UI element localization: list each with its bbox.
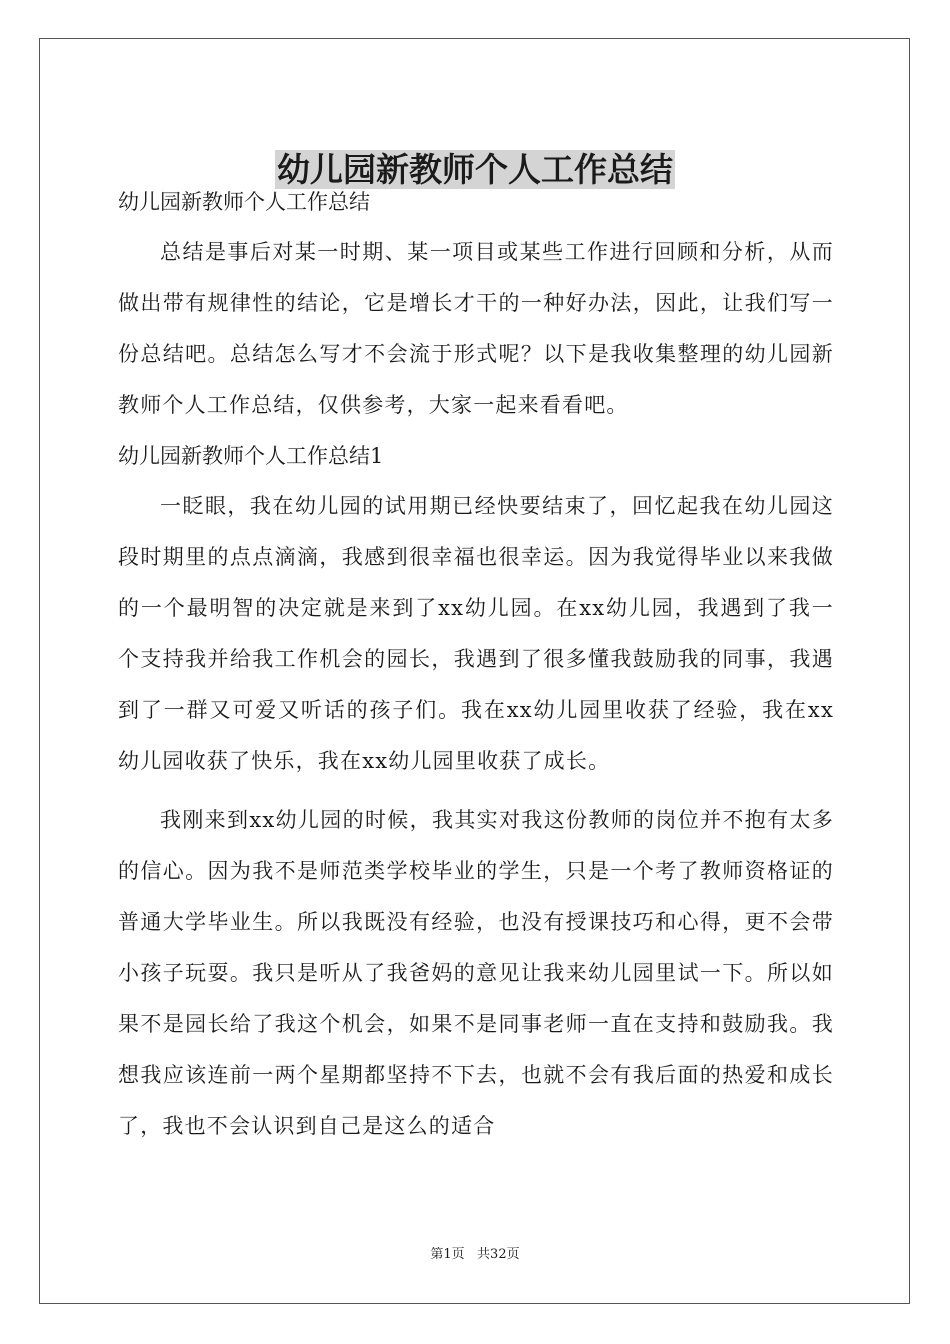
intro-paragraph: 总结是事后对某一时期、某一项目或某些工作进行回顾和分析，从而做出带有规律性的结论，它是增长才干的一种好办法，因此，让我们写一份总结吧。总结怎么写才不会流于形式呢？以下是我收集整理的幼儿园新教师个人工作总结，仅供参考，大家一起来看看吧。	[118, 240, 834, 417]
paragraph-spacer	[118, 787, 834, 795]
page-number-footer: 第1页 共32页	[430, 1247, 520, 1262]
document-title-text: 幼儿园新教师个人工作总结	[277, 150, 673, 190]
body-paragraph-2: 我刚来到xx幼儿园的时候，我其实对我这份教师的岗位并不抱有太多的信心。因为我不是师范类学校毕业的学生，只是一个考了教师资格证的普通大学毕业生。所以我既没有经验，也没有授课技巧和心得，更不会带小孩子玩耍。我只是听从了我爸妈的意见让我来幼儿园里试一下。所以如果不是园长给了我这个机会，如果不是同事老师一直在支持和鼓励我。我想我应该连前一两个星期都坚持不下去，也就不会有我后面的热爱和成长了，我也不会认识到自己是这么的适合	[118, 808, 834, 1138]
body-paragraph-1: 一眨眼，我在幼儿园的试用期已经快要结束了，回忆起我在幼儿园这段时期里的点点滴滴，我感到很幸福也很幸运。因为我觉得毕业以来我做的一个最明智的决定就是来到了xx幼儿园。在xx幼儿园，我遇到了我一个支持我并给我工作机会的园长，我遇到了很多懂我鼓励我的同事，我遇到了一群又可爱又听话的孩子们。我在xx幼儿园里收获了经验，我在xx幼儿园收获了快乐，我在xx幼儿园里收获了成长。	[118, 494, 834, 773]
section-heading: 幼儿园新教师个人工作总结1	[118, 444, 384, 468]
document-subtitle: 幼儿园新教师个人工作总结	[118, 190, 370, 214]
document-body	[118, 177, 834, 1152]
